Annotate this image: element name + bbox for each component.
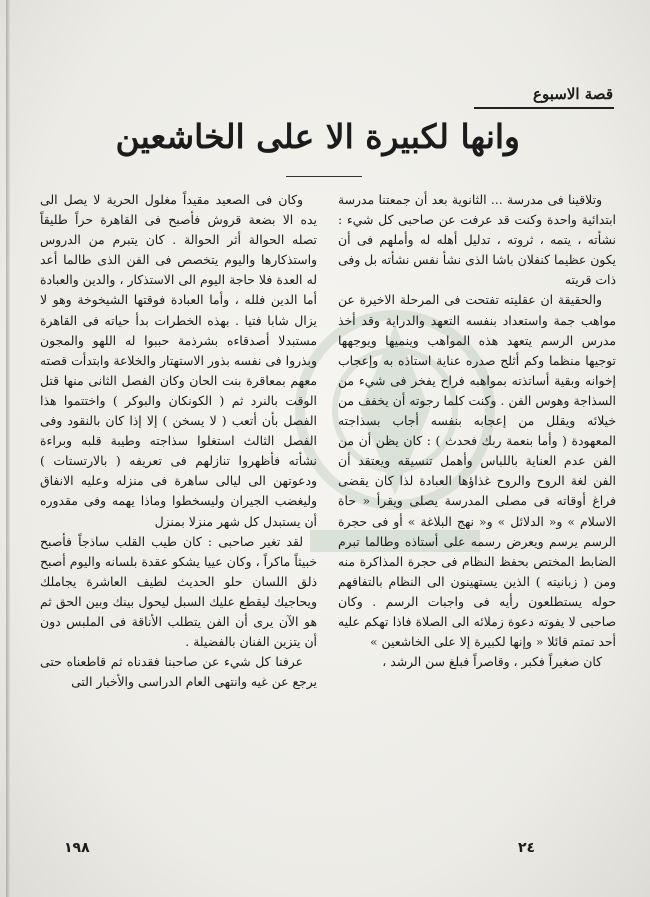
title-divider <box>286 176 362 177</box>
section-label-underline <box>474 107 614 109</box>
article-column-left <box>40 190 317 840</box>
paragraph: لقد تغير صاحبى : كان طيب القلب ساذجاً فأصبح خبيثاً ماكراً ، وكان عييا يشكو عقدة بلسانه واليوم أصبح ذلق اللسان حلو الحديث لطيف العاشرة يجاملك ويحاجيك ليقطع عليك السبل ليحول بينك وبين الحق ثم هو الآن يرى أن الفن يتطلب الأناقة فى الملبس دون أن يتزين الفنان بالفضيلة . <box>40 533 317 650</box>
article-column-right <box>338 190 616 840</box>
page-number-left: ١٩٨ <box>64 840 90 856</box>
paragraph: وكان فى الصعيد مقيداً مغلول الحرية لا يصل الى يده الا بضعة قروش فأصبح فى القاهرة حراً طليقاً تصله الحوالة أثر الحوالة . كان يتبرم من الدروس واستذكارها واليوم يتخصص فى الفن الذى طالما أعد له العدة فلا حاجة اليوم الى الاستذكار ، والدين والعبادة أما الدين فلله ، وأما العبادة فوقتها الشيخوخة وهو لا يزال شابا فتيا . بهذه الخطرات بدأ حياته فى القاهرة مستبدلا أصدقاءه بشرذمة حببوا له اللهو والمجون وبذروا فى نفسه بذور الاستهتار والخلاعة وابتدأت قصته معهم بمعاقرة بنت الحان وكان الفصل الثانى منها قتل الوقت بالنرد ثم ( الكونكان والبوكر ) واختتموا هذا الفصل بأن أتعب ( لا يسخن ) إلا إذا كان بالنقود وفى الفصل الثالث استغلوا سذاجته وطيبة قلبه وبراءة نشأته فأظهروا تنازلهم فى تعريفه ( بالارتستات ) ودعوتهن الى ليالى ساهرة فى منزله وعليه الانفاق وليغضب الجيران وليسخطوا وماذا يهمه وفى مقدوره أن يستبدل كل شهر منزلا بمنزل <box>40 192 317 529</box>
paragraph: وتلاقينا فى مدرسة ... الثانوية بعد أن جمعتنا مدرسة ابتدائية واحدة وكنت قد عرفت عن صاحبى كل شيء : نشأته ، يتمه ، ثروته ، تدليل أهله له وأملهم فى أن يكون عظيما كنفلان باشا الذى نشأ نفس نشأته بل وفى ذات قريته <box>338 192 616 288</box>
page-number-right: ٢٤ <box>518 840 536 856</box>
paragraph: عرفنا كل شيء عن صاحبنا فقدناه ثم قاطعناه حتى يرجع عن غيه وانتهى العام الدراسى والأخبار التى <box>40 654 317 690</box>
paragraph: والحقيقة ان عقليته تفتحت فى المرحلة الاخيرة عن مواهب جمة واستعداد بنفسه التعهد والدراية وقد أخذ مدرس الرسم يتعهد هذه المواهب وينميها ويوجهها توجيها منظما وكم أثلج صدره عناية استاذه به وإعجاب إخوانه وبقية أساتذته بمواهبه فراح يفخر فى شيء من السذاجة وهوس الفن . وكنت كلما رجوته أن يخفف من خيلائه ويقلل من إعجابه بنفسه أجاب بسذاجته المعهودة ( وأما بنعمة ربك فحدث ) : كان يظن أن من الفن عدم العناية باللباس وأهمل تنسيقه ويعتقد أن الفن لغة الروح والروح غذاؤها العبادة لذا كان يقضى فراغ أوقاته فى مصلى المدرسة يصلى ويقرأ « حاة الاسلام » و« الدلائل » و« نهج البلاغة » أو فى حجرة الرسم يرسم ويعرض رسمه على أستاذه وطالما تبرم الضابط المختص بحفظ النظام فى حجرة المذاكرة منه ومن ( زبانيته ) الذين يستهينون الى النظام بالتفافهم حوله يستطلعون رأيه فى واجبات الرسم . وكان صاحبى لا يفوته دعوة زملائه الى الصلاة فاذا تهكم عليه أحد تمتم قائلا « وإنها لكبيرة إلا على الخاشعين » <box>338 292 616 650</box>
page-binding-edge <box>6 0 10 897</box>
paragraph: كان صغيراً فكبر ، وقاصراً فبلغ سن الرشد ، <box>382 654 602 670</box>
section-label: قصة الاسبوع <box>533 85 613 103</box>
article-title: وانها لكبيرة الا على الخاشعين <box>115 117 520 156</box>
